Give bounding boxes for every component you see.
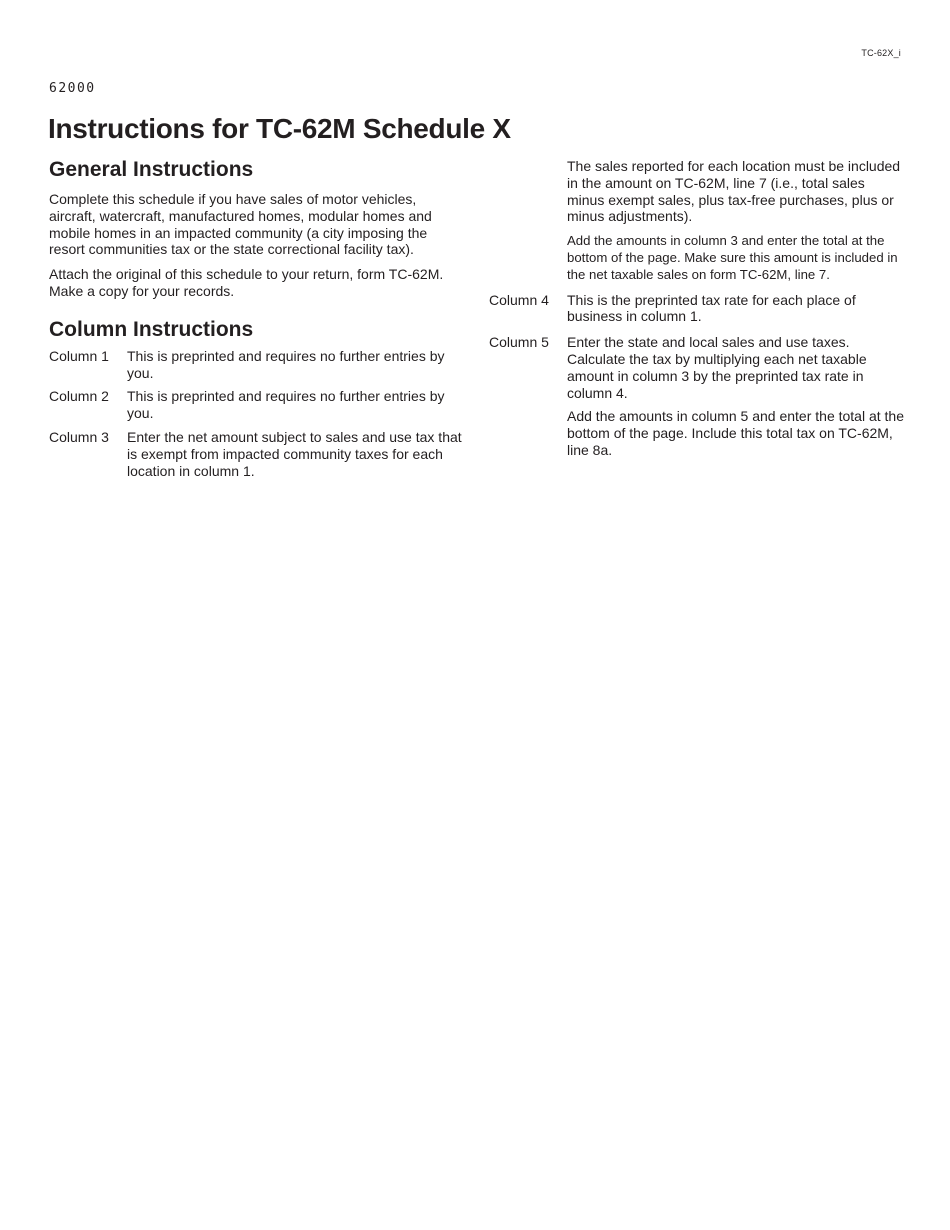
- form-id: TC-62X_i: [861, 48, 901, 58]
- column-5-text: Enter the state and local sales and use taxes. Calculate the tax by multiplying each net taxable amount in column 3 by the preprinted tax rate in column 4.: [567, 334, 867, 401]
- column-1-text: This is preprinted and requires no further entries by you.: [127, 347, 445, 381]
- column-5-extra: Add the amounts in column 5 and enter the total at the bottom of the page. Include this total tax on TC-62M, line 8a.: [567, 408, 904, 458]
- page-title: Instructions for TC-62M Schedule X: [48, 113, 511, 144]
- left-column: [49, 155, 465, 486]
- general-paragraph-1: Complete this schedule if you have sales of motor vehicles, aircraft, watercraft, manufactured homes, modular homes and mobile homes in an impacted community (a city imposing the resort communities tax or the state correctional facility tax).: [49, 191, 432, 258]
- column-2-label: Column 2: [49, 388, 109, 405]
- right-column: [489, 158, 905, 467]
- column-1-label: Column 1: [49, 347, 109, 364]
- column-instructions-heading: Column Instructions: [49, 317, 254, 341]
- column-3-text: Enter the net amount subject to sales and use tax that is exempt from impacted community taxes for each location in column 1.: [127, 428, 462, 479]
- column-4-text: This is the preprinted tax rate for each place of business in column 1.: [567, 291, 856, 325]
- general-paragraph-2: Attach the original of this schedule to your return, form TC-62M. Make a copy for your records.: [49, 266, 444, 299]
- general-instructions-heading: General Instructions: [49, 158, 254, 181]
- column-4-label: Column 4: [489, 291, 549, 308]
- column-3-continued-1: The sales reported for each location must be included in the amount on TC-62M, line 7 (i.e., total sales minus exempt sales, plus tax-free purchases, plus or minus adjustments).: [567, 158, 901, 225]
- column-3-continued-2: Add the amounts in column 3 and enter the total at the bottom of the page. Make sure this amount is included in the net taxable sales on form TC-62M, line 7.: [567, 233, 898, 282]
- form-number: 62000: [49, 81, 96, 96]
- column-2-text: This is preprinted and requires no further entries by you.: [127, 388, 445, 422]
- column-5-entry: [489, 334, 905, 401]
- column-3-label: Column 3: [49, 428, 109, 445]
- column-1-entry: [49, 348, 465, 382]
- column-5-label: Column 5: [489, 334, 549, 351]
- column-2-entry: [49, 388, 465, 422]
- column-3-entry: [49, 429, 465, 479]
- column-4-entry: [489, 292, 905, 326]
